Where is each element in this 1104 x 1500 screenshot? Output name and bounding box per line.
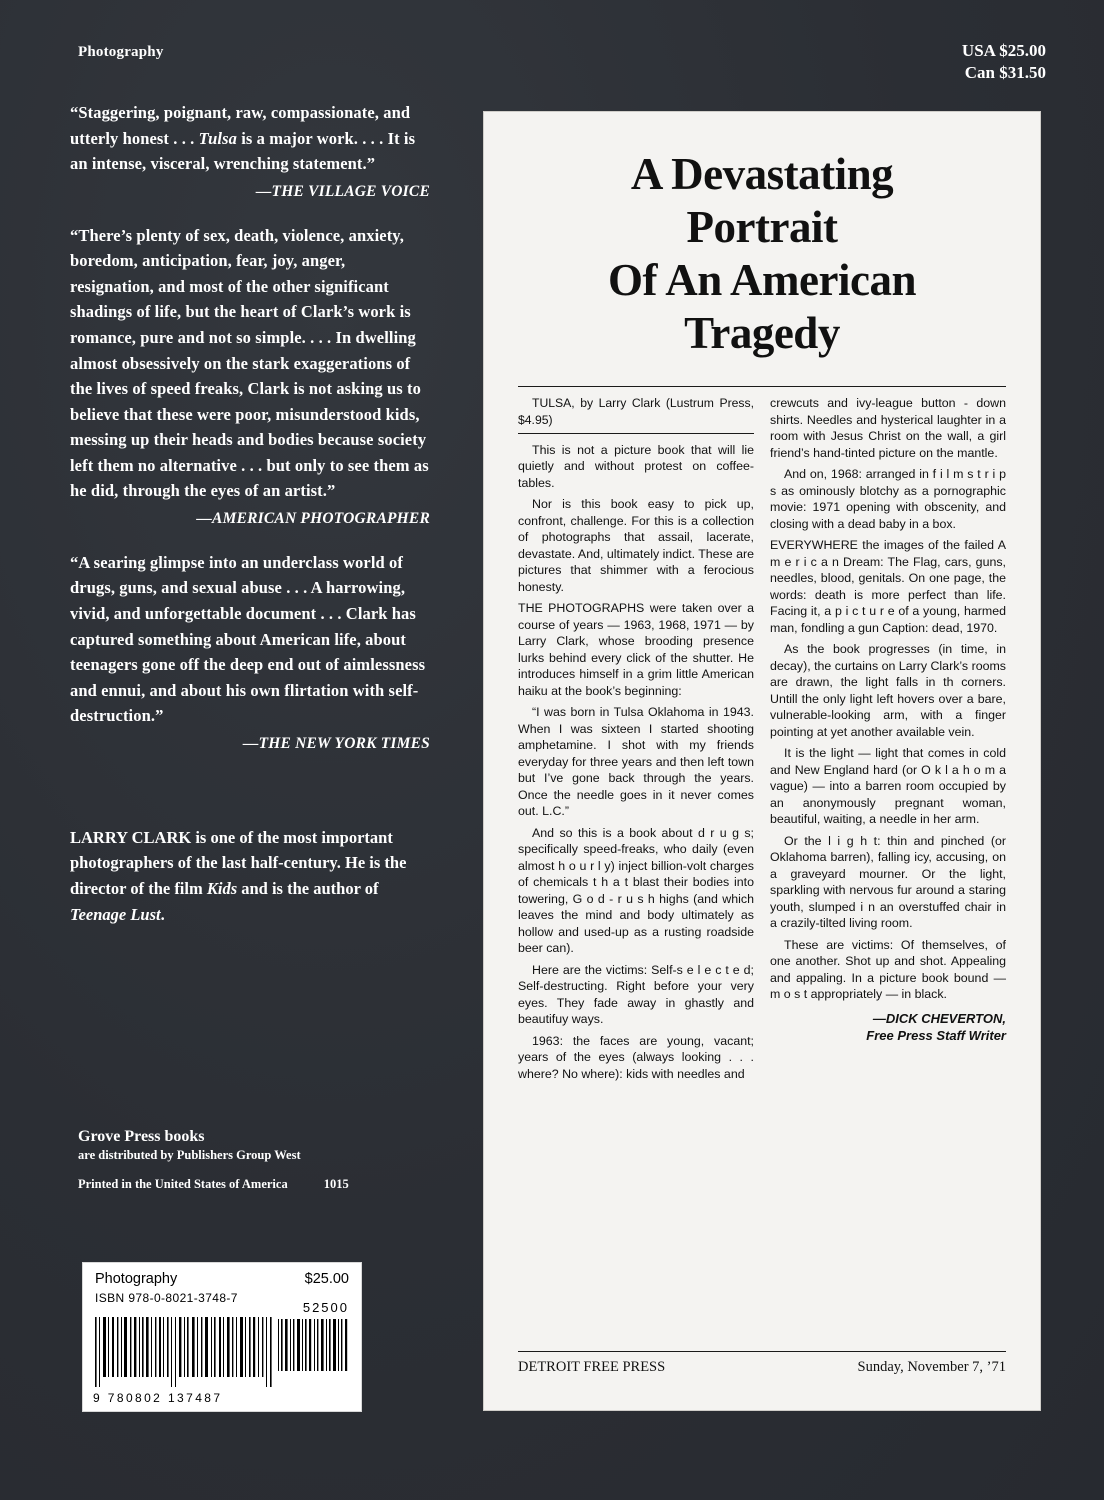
barcode-addon-icon [277, 1319, 351, 1371]
newspaper-clipping [484, 112, 1040, 1410]
paragraph: As the book progresses (in time, in decay), the curtains on Larry Clark’s rooms are drawn, the light falls in th corners. Untill the only light left hovers over a bare, vulnerable-looking arm, with a finger pointing at yet another available vein. [770, 642, 1006, 739]
paragraph: This is not a picture book that will lie quietly and without protest on coffee-tables. [518, 442, 754, 490]
paragraph: “I was born in Tulsa Oklahoma in 1943. When I was sixteen I started shooting amphetamine. I shot with my friends everyday for three years and then left town but I’ve gone back through the years. Once the needle goes in it never comes out. L.C.” [518, 705, 754, 819]
barcode-ean-icon [93, 1317, 275, 1387]
byline-role: Free Press Staff Writer [866, 1027, 1006, 1043]
headline-line: A Devastating [630, 149, 894, 199]
headline-rule [518, 386, 1006, 387]
review-source: —AMERICAN PHOTOGRAPHER [196, 509, 430, 527]
author-bio: LARRY CLARK is one of the most important photographers of the last half-century. He is the director of the film Kids and is the author of Teenage Lust. [70, 827, 407, 924]
publisher-block [78, 1128, 458, 1192]
paragraph: crewcuts and ivy-league button - down shirts. Needles and hysterical laughter in a room with Jesus Christ on the wall, a girl friend’s hand-tinted picture on the mantle. [770, 396, 1006, 460]
paragraph: 1963: the faces are young, vacant; years of the eyes (always looking . . . where? No where): kids with needles and [518, 1033, 754, 1081]
paragraph: EVERYWHERE the images of the failed A m e r i c a n Dream: The Flag, cars, guns, needles, blood, genitals. On one page, the words: death is more perfect than life. Facing it, a p i c t u r e of a young, harmed man, fondling a gun Caption: dead, 1970. [770, 538, 1006, 635]
review-source: —THE NEW YORK TIMES [242, 734, 430, 752]
headline-line: Portrait [686, 202, 838, 253]
paragraph: These are victims: Of themselves, of one another. Shot up and shot. Appealing and appaling. In a picture book bound — m o s t appropriately — in black. [770, 937, 1006, 1002]
review-quote: “There’s plenty of sex, death, violence, anxiety, boredom, anticipation, fear, joy, anger, resignation, and most of the other significant shadings of life, but the heart of Clark’s work is romance, pure and not so simple. . . . In dwelling almost obsessively on the stark exaggerations of the lives of speed freaks, Clark is not asking us to believe that these were poor, misunderstood kids, messing up their heads and bodies because society left them no alternative . . . but only to see them as he did, through the eyes of an artist.” [70, 225, 429, 501]
headline-line: Of An American [608, 255, 916, 306]
column-rule [518, 433, 754, 434]
newspaper-date: Sunday, November 7, ’71 [857, 1359, 1006, 1375]
category-label: Photography [78, 44, 164, 60]
publisher-code: 1015 [323, 1177, 349, 1191]
clipping-headline [484, 112, 1040, 360]
barcode-panel [82, 1262, 362, 1412]
byline: —DICK CHEVERTON, [872, 1010, 1006, 1026]
clipping-column-left [518, 395, 754, 1087]
reviews-column [70, 100, 430, 944]
paragraph: THE PHOTOGRAPHS were taken over a course of years — 1963, 1968, 1971 — by Larry Clark, whose brooding presence lurks behind every click of the shutter. He introduces himself in a grim little American haiku at the book’s beginning: [518, 601, 754, 698]
price-block [962, 40, 1046, 85]
review-quote: “A searing glimpse into an underclass world of drugs, guns, and sexual abuse . . . A harrowing, vivid, and unforgettable document . . . Clark has captured something about American life, about teenagers gone off the deep end out of aimlessness and ennui, and about his own flirtation with self-destruction.” [70, 552, 426, 726]
paragraph: Here are the victims: Self-s e l e c t e d; Self-destructing. Right before your very eyes. They fade away in ghastly and beautifuy ways. [518, 962, 754, 1027]
barcode-category: Photography [95, 1271, 178, 1287]
paragraph: And on, 1968: arranged in f i l m s t r i p s as ominously blotchy as a pornographic movie: 1971 opening with obscenity, and closing with a dead baby in a box. [770, 467, 1006, 531]
barcode-ean-digits: 9 780802 137487 [93, 1391, 223, 1405]
paragraph: Or the l i g h t: thin and pinched (or Oklahoma barren), falling icy, accusing, on a graveyard mourner. Or the light, sparkling with nervous fur around a staring youth, slumped i n an overstuffed chair in a crazily-tilted living room. [770, 833, 1006, 931]
headline-line: Tragedy [684, 308, 840, 359]
clipping-footer [518, 1351, 1006, 1376]
newspaper-name: DETROIT FREE PRESS [518, 1359, 666, 1375]
barcode-addon-digits: 52500 [302, 1300, 349, 1315]
price-can: Can $31.50 [964, 63, 1046, 83]
paragraph: And so this is a book about d r u g s; specifically speed-freaks, who daily (even almost h o u r l y) inject billion-volt charges of chemicals t h a t blast their bodies into towering, G o d - r u s h highs (and which leaves the mind and body ultimately as hollow and used-up as a rusting roadside beer can). [518, 825, 754, 956]
paragraph: Nor is this book easy to pick up, confront, challenge. For this is a collection of photographs that assail, lacerate, devastate. And, ultimately indict. These are pictures that shimmer with a ferocious honesty. [518, 497, 755, 594]
publisher-distribution: are distributed by Publishers Group West [78, 1148, 301, 1162]
review-quote: “Staggering, poignant, raw, compassionate, and utterly honest . . . Tulsa is a major work. . . . It is an intense, visceral, wrenching statement.” [70, 103, 416, 174]
price-usa: USA $25.00 [961, 41, 1046, 60]
printed-in: Printed in the United States of America [78, 1177, 288, 1191]
clipping-body [484, 395, 1040, 1087]
barcode-isbn: ISBN 978-0-8021-3748-7 [95, 1291, 238, 1305]
barcode-price: $25.00 [304, 1271, 349, 1287]
clipping-column-right [770, 395, 1006, 1087]
review-source: —THE VILLAGE VOICE [255, 182, 430, 200]
publisher-name: Grove Press books [78, 1128, 205, 1145]
paragraph: It is the light — light that comes in cold and New England hard (or O k l a h o m a vague) — into a barren room occupied by an anonymously pregnant woman, beautiful, waiting, a needle in her arm. [770, 746, 1006, 827]
reviewed-book-line: TULSA, by Larry Clark (Lustrum Press, $4.95) [518, 396, 754, 427]
